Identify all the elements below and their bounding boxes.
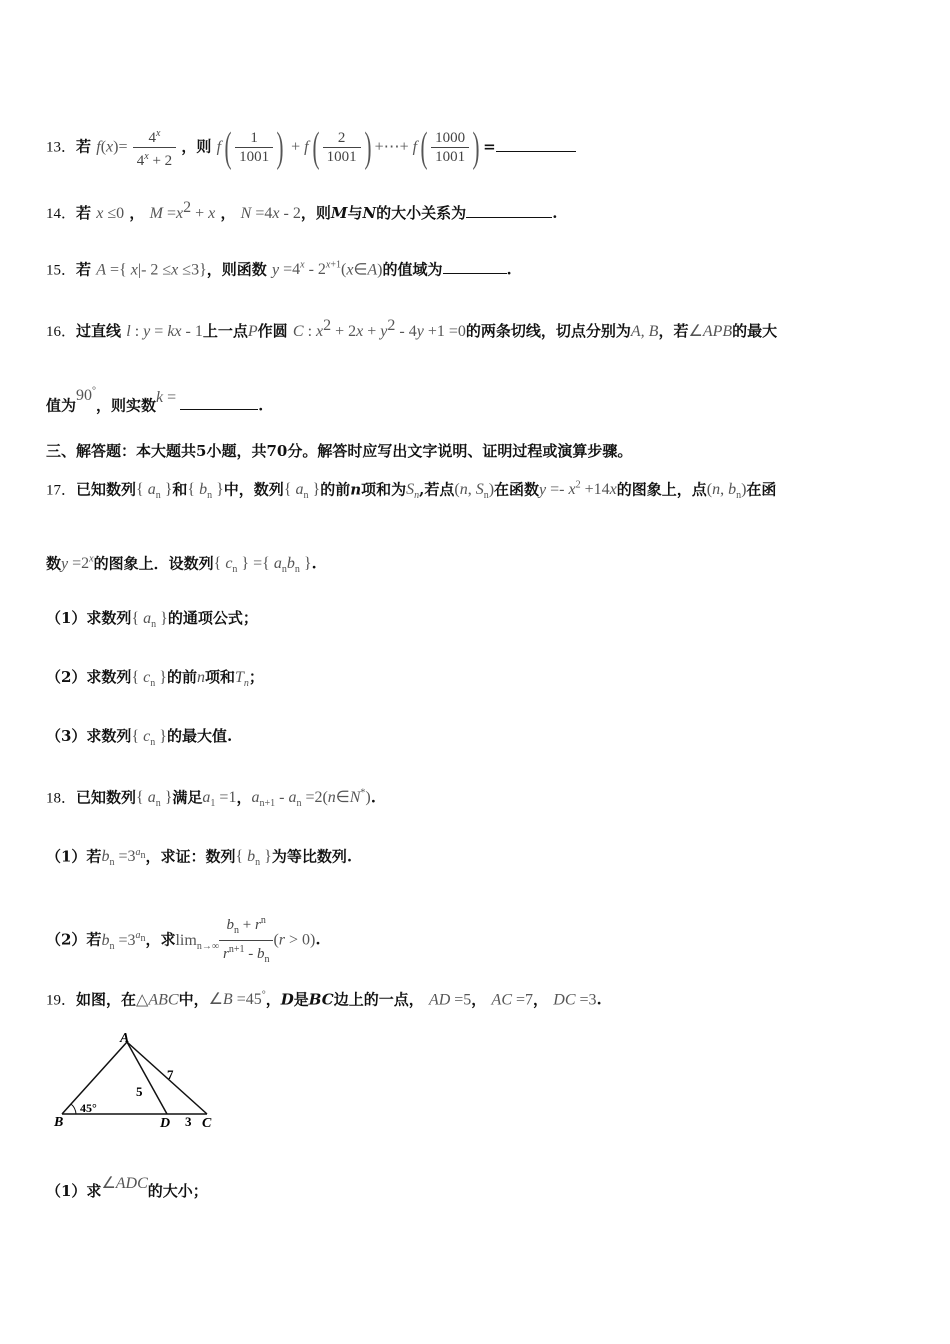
text: BC [308, 990, 334, 1009]
question-number: 13． [46, 139, 77, 156]
math: $a_{n+1} - a_n$ =2(n∈N*) [251, 788, 371, 810]
text: . [315, 930, 321, 949]
text: 如图，在 [76, 990, 137, 1009]
question-16 [46, 316, 777, 342]
label-ad: 5 [136, 1084, 143, 1099]
text: （1）求数列 [46, 609, 132, 627]
text: . [552, 204, 558, 222]
answer-blank[interactable] [496, 137, 576, 152]
text: 的两条切线，切点分别为 [465, 322, 631, 340]
text: 项和为 [361, 480, 407, 499]
text: ，则 [300, 204, 331, 222]
question-19 [46, 986, 602, 1010]
math: 2 [323, 317, 332, 334]
text: ，则实数 [96, 396, 157, 415]
math: { $a_n$ } [131, 610, 168, 631]
label-angle: 45° [80, 1101, 97, 1115]
text: ， [533, 990, 549, 1009]
math: x [356, 323, 364, 340]
math: (n, $b_n$) [706, 481, 747, 502]
math: - 2 [279, 205, 301, 222]
text: ，求证：数列 [145, 847, 236, 866]
label-dc: 3 [185, 1114, 192, 1129]
math: { $c_n$ } ={ $a_nb_n$ } [213, 555, 312, 576]
math: 90° [76, 386, 97, 405]
text: 过直线 [76, 322, 122, 340]
text: N [362, 204, 377, 222]
answer-blank[interactable] [180, 395, 258, 410]
math: ∠B =45° [208, 990, 266, 1009]
text: ， [471, 990, 487, 1009]
math: { $a_n$ } [136, 481, 173, 502]
math: $\lim_{n\to\infty}$ [175, 931, 219, 952]
math: x [272, 205, 280, 222]
label-b: B [54, 1115, 64, 1130]
math: =4 [251, 205, 273, 222]
math: f [304, 138, 309, 156]
text: 若 [76, 137, 92, 156]
math: x [316, 323, 324, 340]
math: APB [702, 323, 733, 340]
question-16-cont [46, 386, 264, 416]
text: ， [236, 788, 252, 807]
text: 和 [172, 480, 188, 499]
fraction: $\frac{1000}{1001}$ [431, 129, 469, 166]
section-heading: 三、解答题：本大题共5小题，共70分。解答时应写出文字说明、证明过程或演算步骤。 [46, 442, 633, 460]
question-14: 14．若 x ≤0 ， $M =x^2 + x$ ， N =4x - 2，则M与N的大小关系为 . [46, 199, 558, 222]
text: 作圆 [257, 322, 288, 340]
text: 边上的一点， [333, 990, 424, 1009]
text: 若 [76, 260, 92, 279]
text: . [258, 396, 264, 415]
question-13 [46, 125, 576, 170]
text: 为等比数列. [271, 847, 353, 866]
math: k [156, 389, 164, 407]
fraction: $\frac{2}{1001}$ [323, 129, 361, 166]
question-number: 15． [46, 262, 77, 279]
text: 中， [178, 990, 209, 1009]
text: 数 [46, 554, 62, 573]
math: x [171, 261, 179, 279]
fraction: $\frac{4^x}{4^x + 2}$ [133, 125, 176, 170]
math: ={ [106, 261, 131, 279]
question-17 [46, 476, 776, 507]
math: $a_1 =1$ [202, 789, 237, 810]
math: ∠ADC [101, 1175, 148, 1192]
text: ，求 [145, 930, 176, 949]
math: AC =7 [491, 991, 534, 1009]
text: . [311, 554, 317, 573]
math: ) [472, 124, 480, 171]
math: n [196, 669, 205, 686]
math: 2 [183, 199, 192, 216]
math: ) [364, 124, 372, 171]
text: ； [248, 668, 264, 686]
math: f [216, 138, 222, 156]
text: 中，数列 [223, 480, 284, 499]
text: 的值域为 [382, 260, 443, 279]
math: =- $x^2 +14x$ [546, 480, 617, 499]
text: （3）求数列 [46, 727, 132, 745]
text: ，若 [658, 322, 689, 340]
text: D [280, 990, 294, 1009]
math: AD =5 [428, 991, 472, 1009]
math: (x)= [100, 138, 128, 156]
question-18-part1 [46, 843, 352, 874]
question-17-cont [46, 550, 317, 581]
math: { $c_n$ } [131, 728, 167, 749]
text: 的图象上．设数列 [93, 554, 214, 573]
text: ，则函数 [206, 260, 267, 279]
math: - 4 [395, 323, 417, 340]
text: 的最大值. [166, 727, 233, 745]
math: = [150, 323, 168, 340]
math: ( [312, 124, 320, 171]
text: 已知数列 [76, 788, 137, 807]
segment-ad [127, 1042, 167, 1114]
text: = [483, 137, 496, 156]
math: $T_n$ [234, 669, 249, 690]
math: ) [276, 124, 284, 171]
math: $b_n =3^{a_n}$ [101, 930, 146, 952]
text: 是 [293, 990, 309, 1009]
math: : [130, 323, 144, 340]
angle-arc [71, 1104, 76, 1114]
text: 在函数 [494, 480, 540, 499]
answer-blank[interactable] [466, 203, 552, 218]
math: +1 =0 [423, 323, 466, 340]
text: 的前 [166, 668, 197, 686]
math: x [346, 261, 354, 279]
text: M [330, 204, 348, 222]
question-number: 19． [46, 992, 77, 1009]
math: { $b_n$ } [187, 481, 224, 502]
math: y [61, 555, 69, 573]
text: 在函 [746, 480, 777, 499]
math: y [380, 323, 388, 340]
math: A [367, 261, 378, 279]
text: 满足 [172, 788, 203, 807]
math: $=2^x$ [68, 554, 94, 573]
label-ac: 7 [167, 1067, 174, 1082]
text: ， [265, 990, 281, 1009]
math: y [539, 481, 547, 499]
question-number: 14． [46, 206, 77, 222]
math: kx [167, 323, 182, 340]
math: $S_n$ [406, 481, 420, 502]
text: 的大小； [147, 1182, 208, 1200]
math: ( [420, 124, 428, 171]
text: 上一点 [202, 322, 248, 340]
math: 2 [387, 317, 396, 334]
math: N [240, 205, 252, 222]
text: （1）求 [46, 1182, 102, 1200]
math: + [191, 205, 209, 222]
math: + 2 [331, 323, 357, 340]
text: ,若点 [419, 480, 455, 499]
text: 的图象上，点 [616, 480, 707, 499]
math: $b_n =3^{a_n}$ [101, 847, 146, 869]
math: A, B [630, 323, 659, 340]
math: P [247, 323, 258, 340]
math: (n, $S_n$) [454, 481, 495, 502]
text: （2）求数列 [46, 668, 132, 686]
math: { $a_n$ } [283, 481, 321, 502]
text: 项和 [204, 668, 235, 686]
math: { $b_n$ } [235, 848, 272, 869]
math: - 1 [181, 323, 203, 340]
text: 与 [347, 204, 363, 222]
math: C [292, 323, 304, 340]
math: x [208, 205, 216, 222]
math: = [163, 389, 181, 407]
math: ( [224, 124, 232, 171]
question-17-part3 [46, 726, 232, 753]
math: f [412, 138, 418, 156]
text: （2）若 [46, 930, 102, 949]
text: ，则 [181, 137, 212, 156]
math: 0 [116, 205, 125, 222]
answer-blank[interactable] [443, 259, 507, 274]
math: y [272, 261, 280, 279]
text: 的通项公式； [167, 609, 258, 627]
question-17-part1 [46, 608, 258, 635]
question-number: 16． [46, 324, 77, 340]
question-15 [46, 256, 512, 280]
math: △ABC [136, 991, 179, 1009]
text: 的前 [320, 480, 351, 499]
math: A [96, 261, 107, 279]
text: 若 [76, 204, 92, 222]
text: 的最大 [732, 322, 778, 340]
math: x ≤ [96, 205, 117, 222]
question-18-part2 [46, 912, 321, 969]
text: 的大小关系为 [376, 204, 467, 222]
label-a: A [120, 1031, 130, 1046]
question-number: 17． [46, 482, 77, 499]
math: f [96, 138, 101, 156]
fraction: $\frac{b_n + r^n}{r^{n+1} - b_n}$ [219, 912, 273, 969]
text: . [596, 990, 602, 1009]
text: . [506, 260, 512, 279]
question-number: 18． [46, 790, 77, 807]
math: y [416, 323, 424, 340]
math: x [175, 205, 184, 222]
math: ≤3} [178, 261, 207, 279]
triangle-figure [50, 1030, 230, 1140]
math: $=4^x - 2^{x+1}$( [279, 260, 347, 279]
math: { $c_n$ } [131, 669, 167, 690]
text: （1）若 [46, 847, 102, 866]
fraction: $\frac{1}{1001}$ [235, 129, 273, 166]
question-17-part2 [46, 667, 264, 694]
math: l [126, 323, 131, 340]
math: + [287, 138, 305, 156]
math: x [130, 261, 138, 279]
math: |- 2 ≤ [137, 261, 172, 279]
math: ∈ [353, 261, 368, 279]
label-c: C [202, 1116, 212, 1131]
text: 已知数列 [76, 480, 137, 499]
math: = [162, 205, 176, 222]
math: M [149, 205, 163, 222]
math: : [303, 323, 317, 340]
math: +⋯+ [374, 138, 413, 156]
question-18 [46, 784, 376, 815]
question-19-part1 [46, 1175, 208, 1202]
math: (r > 0) [273, 931, 316, 949]
text: n [350, 480, 362, 499]
math: DC =3 [553, 991, 597, 1009]
math: + [363, 323, 381, 340]
math: ) [377, 261, 383, 279]
math: ∠ [688, 323, 703, 340]
math: { $a_n$ } [136, 789, 173, 810]
text: 值为 [46, 396, 77, 415]
label-d: D [160, 1116, 171, 1131]
text: . [370, 788, 376, 807]
math: y [143, 323, 151, 340]
